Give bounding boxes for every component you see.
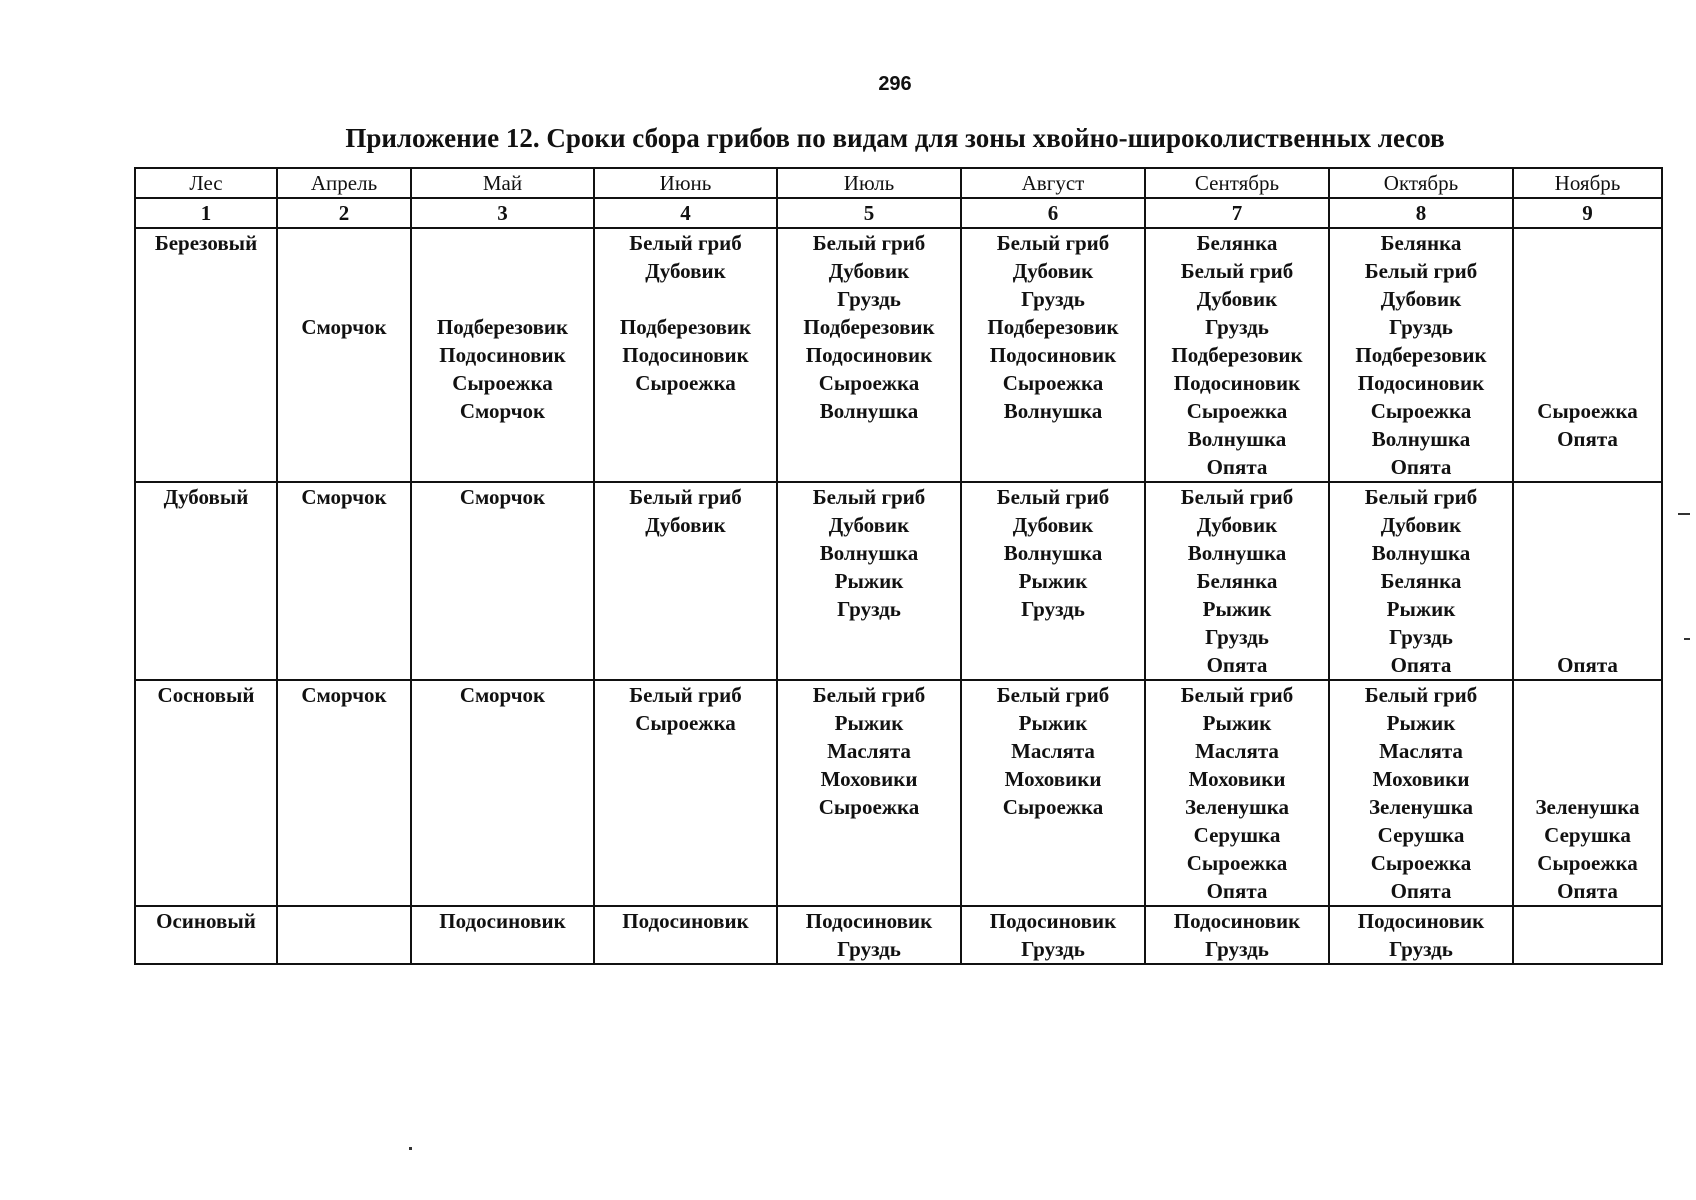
mushroom-name: Дубовик: [1196, 513, 1278, 537]
mushroom-name: [1516, 595, 1659, 623]
scan-mark: [409, 1147, 412, 1150]
scan-mark: [1684, 638, 1690, 640]
mushroom-cell: [411, 680, 594, 906]
mushroom-cell: [777, 680, 961, 906]
mushroom-cell: [411, 906, 594, 964]
table-row-oak: [135, 482, 1662, 680]
forest-type-cell: [135, 906, 277, 964]
mushroom-name: Сморчок: [301, 315, 387, 339]
mushroom-cell: [411, 482, 594, 680]
column-number: 2: [277, 198, 411, 228]
mushroom-name: Волнушка: [1003, 399, 1103, 423]
mushroom-name: Дубовик: [1012, 513, 1094, 537]
mushroom-name: Волнушка: [819, 399, 919, 423]
forest-type-cell: [135, 680, 277, 906]
mushroom-name: Серушка: [1377, 823, 1465, 847]
mushroom-name: [1516, 681, 1659, 709]
mushroom-name: Сморчок: [459, 485, 546, 509]
mushroom-name: Сыроежка: [635, 371, 736, 395]
mushroom-name: Рыжик: [1202, 711, 1272, 735]
mushroom-name: Дубовик: [645, 513, 726, 537]
mushroom-name: Волнушка: [1371, 427, 1471, 451]
mushroom-cell: [594, 228, 777, 482]
mushroom-cell: [1329, 680, 1513, 906]
mushroom-name: Дубовик: [645, 259, 726, 283]
mushroom-name: Подберезовик: [987, 315, 1119, 339]
mushroom-cell: [1329, 482, 1513, 680]
mushroom-name: Подосиновик: [622, 343, 749, 367]
mushroom-name: Белый гриб: [1364, 259, 1478, 283]
forest-type-label: Березовый: [154, 231, 258, 255]
mushroom-name: Груздь: [837, 287, 901, 311]
mushroom-name: Белый гриб: [629, 485, 742, 509]
mushroom-name: Дубовик: [1380, 287, 1462, 311]
mushroom-cell: [777, 482, 961, 680]
mushroom-name: Волнушка: [1187, 541, 1287, 565]
mushroom-cell: [1145, 680, 1329, 906]
mushroom-name: Подосиновик: [1173, 371, 1301, 395]
column-number: 8: [1329, 198, 1513, 228]
mushroom-name: Груздь: [1205, 937, 1269, 961]
mushroom-name: Груздь: [1021, 597, 1085, 621]
mushroom-name: Белый гриб: [1180, 683, 1294, 707]
mushroom-name: Подосиновик: [989, 343, 1117, 367]
mushroom-cell: [277, 482, 411, 680]
mushroom-name: Рыжик: [1386, 711, 1456, 735]
mushroom-name: Сморчок: [459, 399, 546, 423]
mushroom-name: Белый гриб: [812, 485, 926, 509]
mushroom-name: Подберезовик: [619, 315, 752, 339]
column-header-july: Июль: [777, 168, 961, 198]
mushroom-cell: [961, 482, 1145, 680]
mushroom-name: Подосиновик: [805, 909, 933, 933]
page-number: 296: [878, 73, 912, 95]
column-number: 9: [1513, 198, 1662, 228]
mushroom-name: Белянка: [1196, 231, 1278, 255]
mushroom-name: Груздь: [1021, 287, 1085, 311]
header-row: [135, 168, 1662, 198]
mushroom-name: Дубовик: [1380, 513, 1462, 537]
mushroom-cell: [961, 906, 1145, 964]
mushroom-name: Маслята: [1195, 739, 1279, 763]
mushroom-name: [597, 285, 774, 313]
mushroom-cell: [277, 228, 411, 482]
mushroom-cell: [777, 228, 961, 482]
column-header-october: Октябрь: [1329, 168, 1513, 198]
mushroom-name: Белый гриб: [629, 683, 742, 707]
mushroom-cell: [1513, 680, 1662, 906]
mushroom-name: Белый гриб: [1364, 485, 1478, 509]
mushroom-name: Моховики: [1004, 767, 1102, 791]
mushroom-name: [414, 229, 591, 257]
mushroom-name: Дубовик: [1012, 259, 1094, 283]
mushroom-name: [280, 229, 408, 257]
mushroom-name: Белый гриб: [996, 683, 1110, 707]
mushroom-name: Сыроежка: [1537, 399, 1638, 423]
mushroom-name: [1516, 623, 1659, 651]
mushroom-name: Опята: [1390, 455, 1452, 479]
column-number: 4: [594, 198, 777, 228]
mushroom-name: Сыроежка: [818, 371, 920, 395]
mushroom-name: [1516, 737, 1659, 765]
mushroom-name: [1516, 483, 1659, 511]
mushroom-name: Груздь: [1021, 937, 1085, 961]
mushroom-name: Белянка: [1380, 231, 1462, 255]
forest-type-label: Сосновый: [157, 683, 255, 707]
mushroom-name: Рыжик: [1018, 711, 1088, 735]
mushroom-name: Белый гриб: [1180, 259, 1294, 283]
mushroom-name: Сыроежка: [1002, 795, 1104, 819]
mushroom-name: Подосиновик: [989, 909, 1117, 933]
mushroom-name: Подберезовик: [803, 315, 935, 339]
column-number: 7: [1145, 198, 1329, 228]
mushroom-name: Моховики: [820, 767, 918, 791]
column-header-may: Май: [411, 168, 594, 198]
mushroom-name: [280, 257, 408, 285]
mushroom-name: Дубовик: [828, 259, 910, 283]
mushroom-cell: [411, 228, 594, 482]
mushroom-name: Белый гриб: [812, 231, 926, 255]
forest-type-label: Дубовый: [163, 485, 249, 509]
mushroom-cell: [1145, 482, 1329, 680]
mushroom-name: Сыроежка: [1370, 851, 1472, 875]
column-header-forest: Лес: [135, 168, 277, 198]
mushroom-name: Подосиновик: [1173, 909, 1301, 933]
mushroom-name: [1516, 229, 1659, 257]
mushroom-name: Маслята: [1379, 739, 1463, 763]
mushroom-name: Маслята: [1011, 739, 1095, 763]
mushroom-name: Моховики: [1372, 767, 1470, 791]
mushroom-name: Белянка: [1196, 569, 1278, 593]
mushroom-cell: [277, 906, 411, 964]
mushroom-name: Сыроежка: [1186, 399, 1288, 423]
mushroom-name: Сыроежка: [1537, 851, 1638, 875]
mushroom-cell: [1513, 228, 1662, 482]
mushroom-name: Опята: [1557, 427, 1618, 451]
mushroom-name: Сморчок: [459, 683, 546, 707]
mushroom-name: Белый гриб: [1364, 683, 1478, 707]
mushroom-name: Моховики: [1188, 767, 1286, 791]
mushroom-name: Подосиновик: [439, 909, 566, 933]
mushroom-name: [1516, 765, 1659, 793]
mushroom-name: Сыроежка: [1002, 371, 1104, 395]
mushroom-name: Серушка: [1193, 823, 1281, 847]
mushroom-name: Груздь: [1389, 625, 1453, 649]
mushroom-name: Дубовик: [1196, 287, 1278, 311]
mushroom-name: [1516, 313, 1659, 341]
mushroom-name: Белый гриб: [1180, 485, 1294, 509]
mushroom-name: [414, 285, 591, 313]
mushroom-cell: [961, 680, 1145, 906]
table-row-pine: [135, 680, 1662, 906]
mushroom-name: [414, 257, 591, 285]
mushroom-name: Сыроежка: [1370, 399, 1472, 423]
mushroom-cell: [594, 680, 777, 906]
mushroom-cell: [1329, 906, 1513, 964]
mushroom-name: Волнушка: [1003, 541, 1103, 565]
column-number-row: [135, 198, 1662, 228]
mushroom-name: Подосиновик: [1357, 909, 1485, 933]
mushroom-name: Сморчок: [301, 683, 387, 707]
mushroom-name: Сыроежка: [818, 795, 920, 819]
mushroom-name: Белый гриб: [996, 485, 1110, 509]
mushroom-name: [1516, 511, 1659, 539]
mushroom-cell: [1329, 228, 1513, 482]
mushroom-name: Груздь: [837, 597, 901, 621]
column-number: 6: [961, 198, 1145, 228]
mushroom-name: Рыжик: [1018, 569, 1088, 593]
mushroom-name: Опята: [1390, 653, 1452, 677]
forest-type-label: Осиновый: [156, 909, 256, 933]
mushroom-cell: [777, 906, 961, 964]
mushroom-name: Груздь: [1205, 625, 1269, 649]
mushroom-name: Груздь: [837, 937, 901, 961]
mushroom-cell: [594, 482, 777, 680]
column-header-september: Сентябрь: [1145, 168, 1329, 198]
mushroom-name: Маслята: [827, 739, 911, 763]
column-number: 5: [777, 198, 961, 228]
mushroom-name: Опята: [1557, 879, 1618, 903]
mushroom-name: Подберезовик: [1171, 343, 1303, 367]
mushroom-name: Опята: [1206, 653, 1268, 677]
mushroom-name: Рыжик: [834, 569, 904, 593]
mushroom-cell: [594, 906, 777, 964]
mushroom-name: [1516, 341, 1659, 369]
mushroom-name: [1516, 285, 1659, 313]
column-header-april: Апрель: [277, 168, 411, 198]
mushroom-name: Зеленушка: [1184, 795, 1290, 819]
mushroom-name: Подосиновик: [622, 909, 749, 933]
table-row-birch: [135, 228, 1662, 482]
mushroom-name: Опята: [1206, 455, 1268, 479]
mushroom-name: Рыжик: [1202, 597, 1272, 621]
mushroom-name: Сыроежка: [1186, 851, 1288, 875]
mushroom-name: Сморчок: [301, 485, 387, 509]
mushroom-name: Белый гриб: [996, 231, 1110, 255]
forest-type-cell: [135, 228, 277, 482]
column-number: 1: [135, 198, 277, 228]
mushroom-cell: [1513, 482, 1662, 680]
mushroom-name: Подберезовик: [436, 315, 569, 339]
mushroom-name: Волнушка: [1187, 427, 1287, 451]
mushroom-name: Серушка: [1544, 823, 1631, 847]
mushroom-cell: [961, 228, 1145, 482]
mushroom-name: Опята: [1557, 653, 1618, 677]
mushroom-name: Белый гриб: [812, 683, 926, 707]
mushroom-name: Груздь: [1389, 937, 1453, 961]
mushroom-name: Зеленушка: [1535, 795, 1640, 819]
mushroom-name: Зеленушка: [1368, 795, 1474, 819]
page-title: Приложение 12. Сроки сбора грибов по видам для зоны хвойно-широколиственных лесов: [345, 123, 1445, 153]
forest-type-cell: [135, 482, 277, 680]
mushroom-name: [280, 285, 408, 313]
mushroom-name: [1516, 257, 1659, 285]
mushroom-name: Белянка: [1380, 569, 1462, 593]
mushroom-name: Подосиновик: [439, 343, 566, 367]
mushroom-name: Рыжик: [834, 711, 904, 735]
mushroom-name: Сыроежка: [452, 371, 553, 395]
column-header-november: Ноябрь: [1513, 168, 1662, 198]
column-header-june: Июнь: [594, 168, 777, 198]
mushroom-name: Подосиновик: [805, 343, 933, 367]
mushroom-name: Подберезовик: [1355, 343, 1487, 367]
column-number: 3: [411, 198, 594, 228]
mushroom-cell: [1145, 906, 1329, 964]
mushroom-name: [1516, 567, 1659, 595]
mushroom-cell: [277, 680, 411, 906]
table-row-aspen: [135, 906, 1662, 964]
mushroom-name: Опята: [1390, 879, 1452, 903]
column-header-august: Август: [961, 168, 1145, 198]
mushroom-name: Подосиновик: [1357, 371, 1485, 395]
mushroom-season-table: [134, 167, 1663, 965]
mushroom-name: [1516, 539, 1659, 567]
mushroom-name: Рыжик: [1386, 597, 1456, 621]
mushroom-name: Груздь: [1389, 315, 1453, 339]
scan-mark: [1678, 513, 1690, 515]
mushroom-name: [1516, 369, 1659, 397]
mushroom-name: Сыроежка: [635, 711, 736, 735]
mushroom-name: Опята: [1206, 879, 1268, 903]
mushroom-cell: [1145, 228, 1329, 482]
mushroom-name: Волнушка: [819, 541, 919, 565]
mushroom-name: Белый гриб: [629, 231, 742, 255]
mushroom-name: Волнушка: [1371, 541, 1471, 565]
mushroom-name: Дубовик: [828, 513, 910, 537]
mushroom-name: Груздь: [1205, 315, 1269, 339]
mushroom-cell: [1513, 906, 1662, 964]
mushroom-name: [1516, 709, 1659, 737]
